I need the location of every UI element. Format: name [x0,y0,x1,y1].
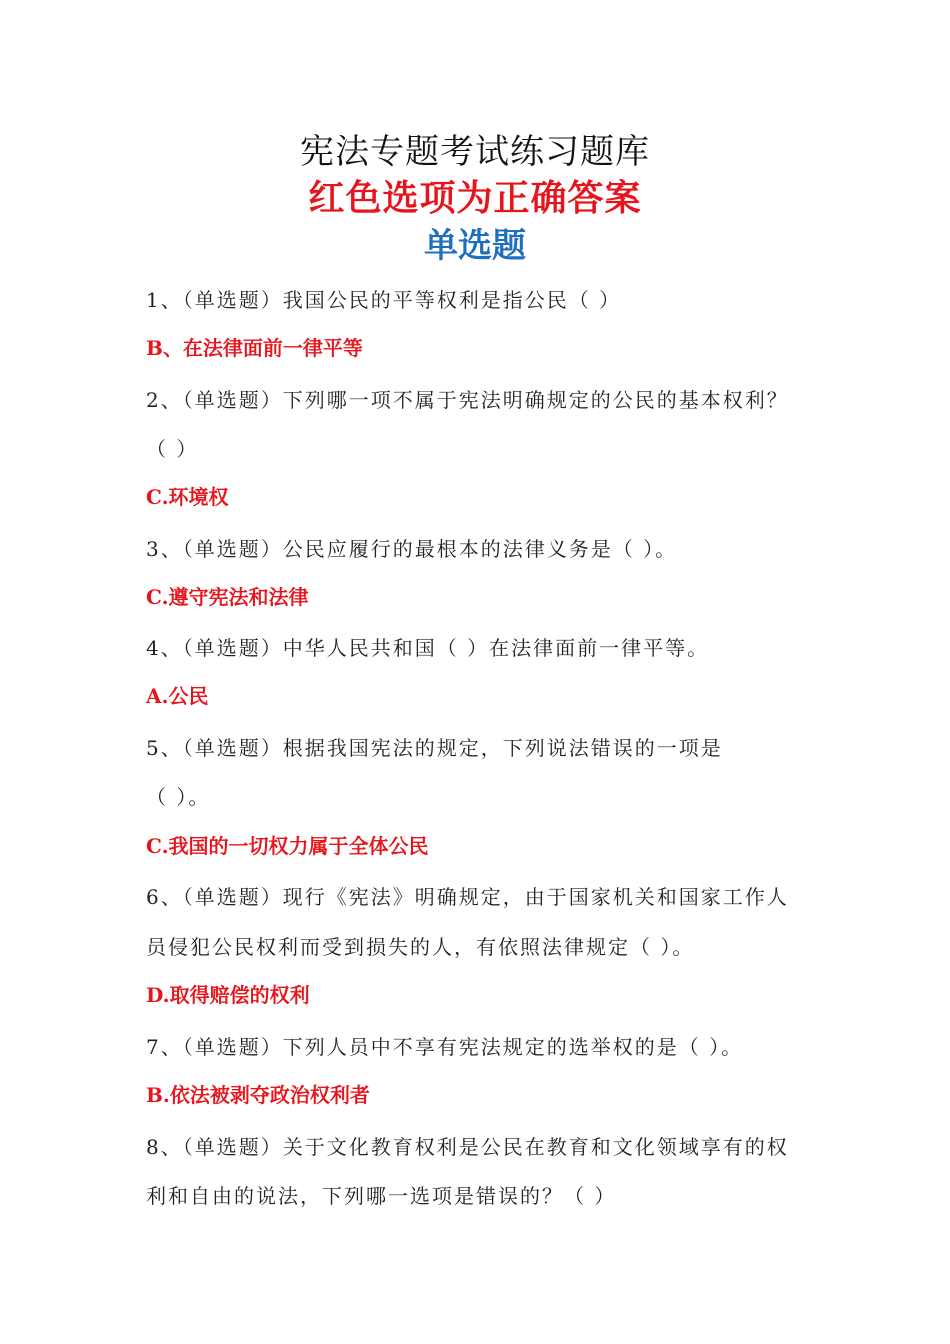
question-5-text: 5、（单选题）根据我国宪法的规定，下列说法错误的一项是 [146,736,723,760]
question-2-text-cont: （ ） [146,437,199,461]
question-6-text-cont: 员侵犯公民权利而受到损失的人，有依照法律规定（ ）。 [146,935,695,959]
question-7-answer: B.依法被剥夺政治权利者 [146,1083,370,1107]
question-3-text: 3、（单选题）公民应履行的最根本的法律义务是（ ）。 [146,537,678,561]
question-7-text: 7、（单选题）下列人员中不享有宪法规定的选举权的是（ ）。 [146,1035,744,1059]
question-5-answer: C.我国的一切权力属于全体公民 [146,834,429,858]
answer-key-note: 红色选项为正确答案 [308,177,642,219]
section-heading: 单选题 [424,226,526,266]
question-1-answer: B、在法律面前一律平等 [146,336,363,360]
question-2-answer: C.环境权 [146,485,229,509]
question-4-answer: A.公民 [146,684,209,708]
question-2-text: 2、（单选题）下列哪一项不属于宪法明确规定的公民的基本权利？ [146,388,789,412]
question-6-text: 6、（单选题）现行《宪法》明确规定，由于国家机关和国家工作人 [146,885,789,909]
document-title: 宪法专题考试练习题库 [300,132,650,172]
question-4-text: 4、（单选题）中华人民共和国（ ）在法律面前一律平等。 [146,636,710,660]
question-8-text: 8、（单选题）关于文化教育权利是公民在教育和文化领域享有的权 [146,1135,789,1159]
question-3-answer: C.遵守宪法和法律 [146,585,309,609]
question-5-text-cont: （ ）。 [146,785,211,809]
question-8-text-cont: 利和自由的说法，下列哪一选项是错误的？（ ） [146,1184,617,1208]
question-6-answer: D.取得赔偿的权利 [146,983,310,1007]
question-1-text: 1、（单选题）我国公民的平等权利是指公民（ ） [146,288,622,312]
